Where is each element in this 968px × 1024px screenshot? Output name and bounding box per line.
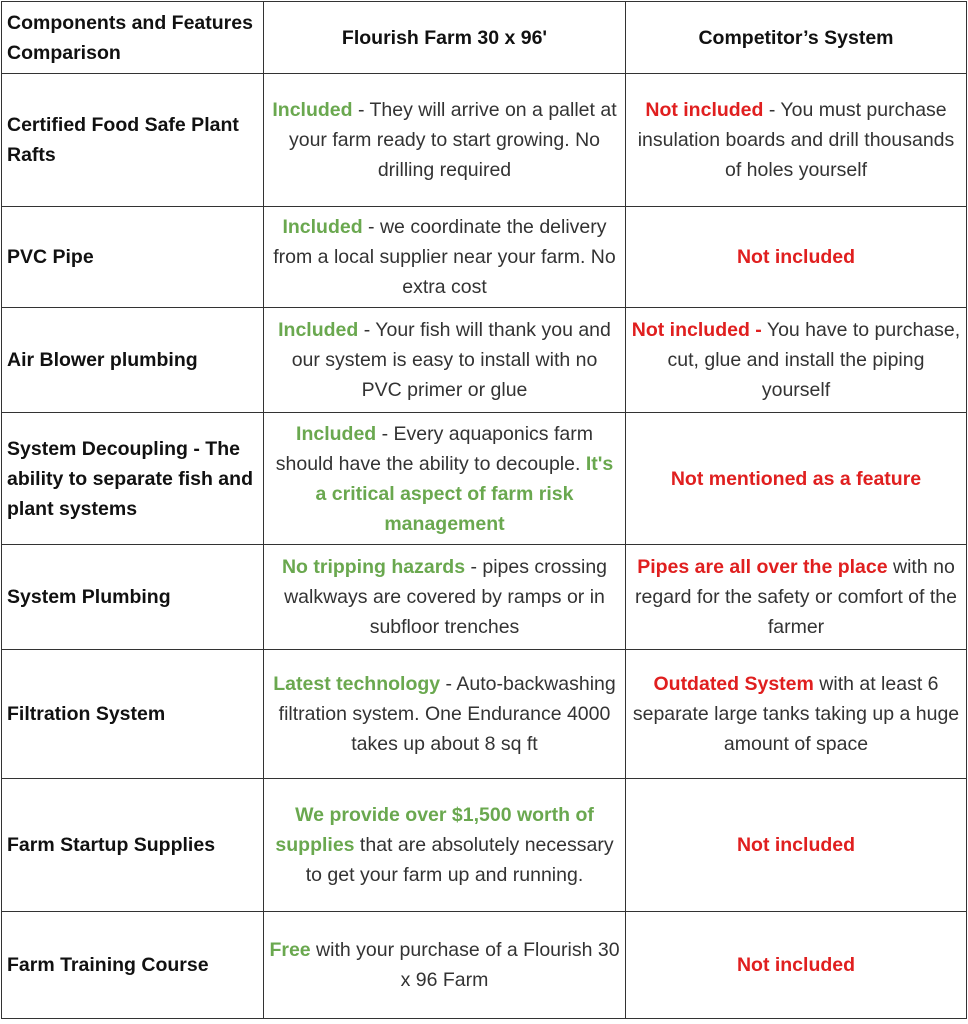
competitor-highlight: Pipes are all over the place: [637, 556, 888, 578]
flourish-cell: [264, 74, 626, 207]
header-flourish: Flourish Farm 30 x 96': [264, 2, 626, 74]
competitor-text: - You must purchase insulation boards and drill thousands of holes yourself: [637, 99, 955, 181]
flourish-highlight: Included: [272, 99, 353, 121]
flourish-cell: [264, 207, 626, 308]
flourish-text: - we coordinate the delivery from a local supplier near your farm. No extra cost: [273, 216, 616, 298]
flourish-text: - Every aquaponics farm should have the ability to decouple.: [275, 422, 593, 475]
table-row: [2, 413, 967, 545]
flourish-text: - pipes crossing walkways are covered by ramps or in subfloor trenches: [284, 556, 608, 638]
flourish-cell: [264, 912, 626, 1019]
table-row: [2, 650, 967, 779]
flourish-highlight-secondary: It's a critical aspect of farm risk management: [315, 452, 614, 535]
competitor-highlight: Not included: [736, 954, 856, 976]
competitor-cell: [626, 308, 967, 413]
feature-cell: Filtration System: [2, 650, 264, 779]
competitor-cell: [626, 779, 967, 912]
feature-cell: Air Blower plumbing: [2, 308, 264, 413]
flourish-text: - They will arrive on a pallet at your farm ready to start growing. No drilling required: [288, 99, 617, 181]
competitor-highlight: Not included: [645, 99, 764, 121]
flourish-cell: [264, 650, 626, 779]
flourish-highlight: No tripping hazards: [281, 556, 466, 578]
competitor-text: with no regard for the safety or comfort of the farmer: [635, 556, 957, 638]
flourish-highlight: We provide over $1,500 worth of supplies: [275, 804, 594, 856]
competitor-cell: [626, 912, 967, 1019]
competitor-cell: [626, 413, 967, 545]
header-competitor: Competitor’s System: [626, 2, 967, 74]
competitor-highlight: Not included -: [631, 319, 762, 341]
feature-cell: System Plumbing: [2, 545, 264, 650]
table-row: [2, 74, 967, 207]
competitor-text: with at least 6 separate large tanks taking up a huge amount of space: [632, 673, 960, 755]
flourish-highlight: Free: [269, 939, 311, 961]
comparison-table: [1, 1, 967, 1019]
flourish-highlight: Included: [282, 216, 363, 238]
flourish-highlight: Included: [278, 319, 359, 341]
competitor-text: You have to purchase, cut, glue and install the piping yourself: [667, 319, 961, 401]
table-row: [2, 545, 967, 650]
table-row: [2, 779, 967, 912]
flourish-highlight: Included: [296, 422, 377, 445]
flourish-text: with your purchase of a Flourish 30 x 96 Farm: [310, 939, 620, 991]
flourish-cell: [264, 779, 626, 912]
competitor-cell: [626, 650, 967, 779]
table-row: [2, 308, 967, 413]
competitor-highlight: Not included: [736, 834, 856, 856]
table-row: [2, 912, 967, 1019]
feature-cell: System Decoupling - The ability to separate fish and plant systems: [2, 413, 264, 545]
competitor-highlight: Not included: [736, 246, 856, 268]
feature-cell: PVC Pipe: [2, 207, 264, 308]
header-row: [2, 2, 967, 74]
feature-cell: Farm Training Course: [2, 912, 264, 1019]
flourish-text: - Your fish will thank you and our system is easy to install with no PVC primer or glue: [291, 319, 611, 401]
competitor-cell: [626, 545, 967, 650]
header-feature: Components and Features Comparison: [2, 2, 264, 74]
flourish-highlight: Latest technology: [273, 673, 441, 695]
flourish-cell: [264, 308, 626, 413]
flourish-cell: [264, 545, 626, 650]
competitor-highlight: Not mentioned as a feature: [670, 467, 922, 490]
feature-cell: Farm Startup Supplies: [2, 779, 264, 912]
flourish-text: - Auto-backwashing filtration system. One Endurance 4000 takes up about 8 sq ft: [278, 673, 616, 755]
table-row: [2, 207, 967, 308]
flourish-cell: [264, 413, 626, 545]
feature-cell: Certified Food Safe Plant Rafts: [2, 74, 264, 207]
competitor-cell: [626, 207, 967, 308]
competitor-cell: [626, 74, 967, 207]
competitor-highlight: Outdated System: [653, 673, 814, 695]
flourish-text: that are absolutely necessary to get your farm up and running.: [305, 834, 614, 886]
